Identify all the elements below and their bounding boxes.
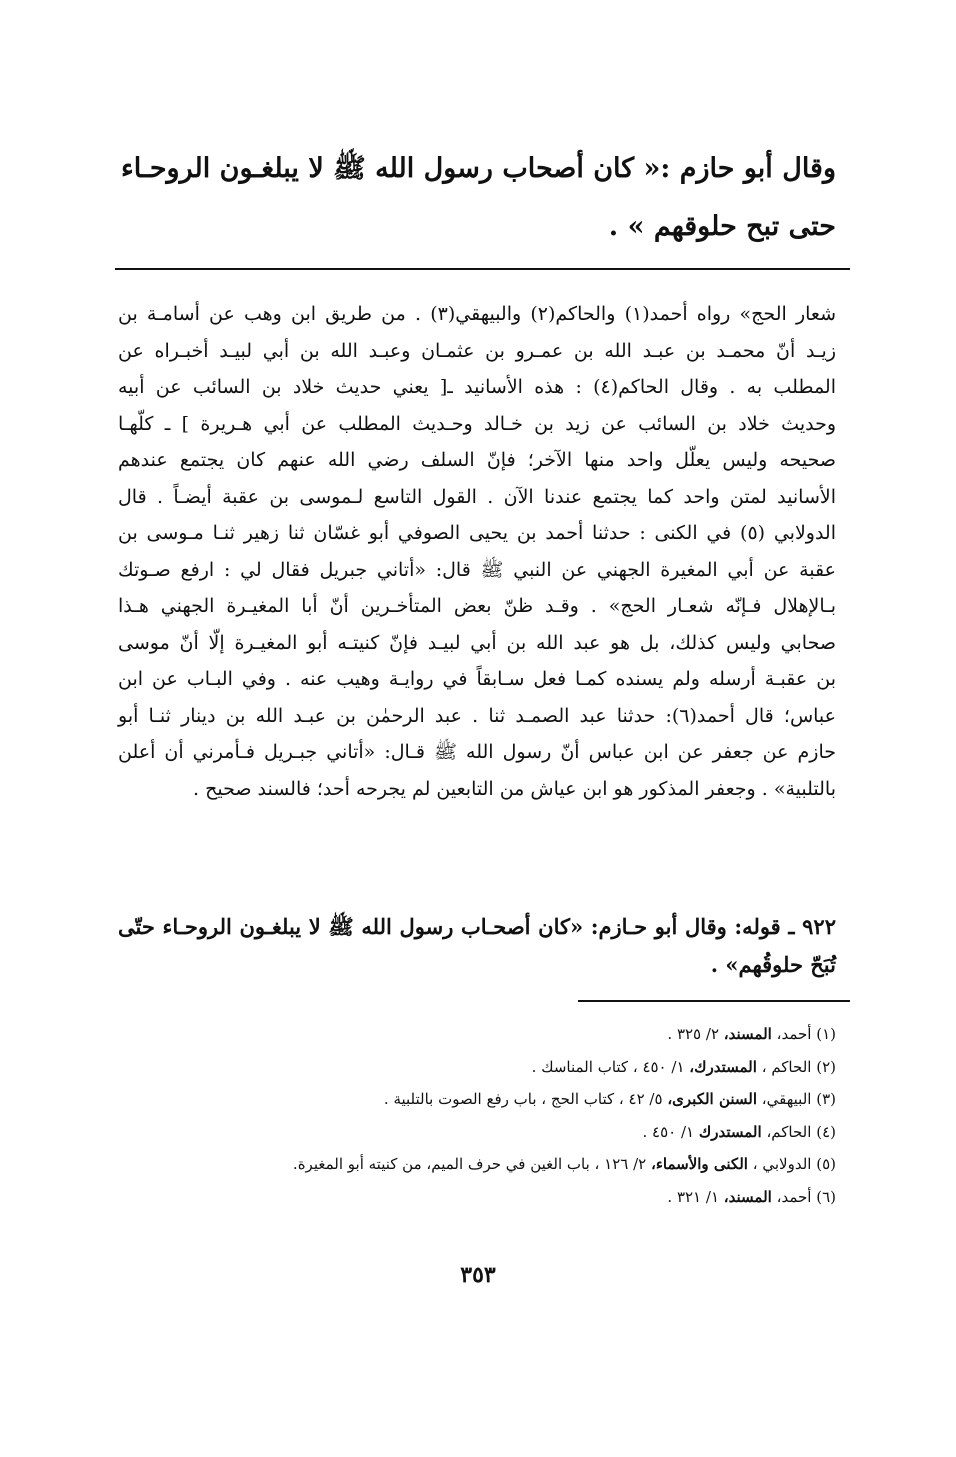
header-verse (110, 140, 836, 256)
commentary-line: الدولابي (٥) في الكنى : حدثنا أحمد بن يحيى الصوفي أبو غسّان ثنا زهير ثنـا مـوسى بن (118, 522, 836, 544)
footnote-number: (٤) (816, 1122, 836, 1141)
footnote-number: (٢) (816, 1057, 836, 1076)
footnote-source: الكنى والأسماء، (651, 1155, 748, 1173)
footnote-number: (٥) (816, 1155, 836, 1173)
commentary-line: وحديث خلاد بن السائب عن زيد بن خـالد وحـديث المطلب عن أبي هـريرة ] ـ كلّهـا (118, 412, 836, 435)
footnote-author: أحمد، (776, 1025, 812, 1043)
footnote-detail: ١/ ٣٢١ . (667, 1187, 719, 1206)
footnote (150, 1116, 836, 1149)
commentary-line: بن عقبـة أرسله ولم يسنده كمـا فعل سـابقاً في روايـة وهيب عنه . وفي البـاب عن ابن (118, 668, 836, 690)
footnote (150, 1181, 836, 1214)
footnote-detail: ٢/ ١٢٦ ، باب الغين في حرف الميم، من كنيته أبو المغيرة. (292, 1155, 647, 1173)
commentary-body (118, 296, 836, 807)
commentary-line: عباس؛ قال أحمد(٦): حدثنا عبد الصمـد ثنا . عبد الرحمٰن بن عبـد الله بن دينار ثنـا أبو (118, 704, 836, 727)
footnote-number: (٣) (816, 1090, 836, 1108)
footnote-source: السنن الكبرى، (667, 1090, 758, 1108)
footnote-author: الدولابي ، (752, 1155, 812, 1173)
footnote-detail: ٥/ ٤٢ ، كتاب الحج ، باب رفع الصوت بالتلبية . (383, 1090, 663, 1108)
commentary-line: بـالإهلال فـإنّه شعـار الحج» . وقـد ظنّ بعض المتأخـرين أنّ أبا المغيـرة الجهني هـذا (118, 595, 836, 617)
top-divider (115, 268, 850, 270)
commentary-line: شعار الحج» رواه أحمد(١) والحاكم(٢) والبيهقي(٣) . من طريق ابن وهب عن أسامـة بن (118, 303, 836, 325)
footnote-detail: ٢/ ٣٢٥ . (667, 1025, 719, 1043)
commentary-line: الأسانيد لمتن واحد كما يجتمع عندنا الآن . القول التاسع لـموسى بن عقبة أيضـاً . قال (118, 485, 836, 508)
commentary-line: صحابي وليس كذلك، بل هو عبد الله بن أبي لبيـد فإنّ كنيتـه أبو المغيـرة إلّا أنّ موسى (118, 631, 836, 654)
commentary-line: زيـد أنّ محمـد بن عبـد الله بن عمـرو بن عثمـان وعبـد الله بن أبي لبيـد أخبـراه عن (118, 339, 836, 362)
commentary-line: عقبة عن أبي المغيرة الجهني عن النبي ﷺ قال: «أتاني جبريل فقال لي : ارفع صـوتك (118, 558, 836, 581)
entry-line: ٩٢٢ ـ قوله: وقال أبو حـازم: «كان أصحـاب رسول الله ﷺ لا يبلغـون الروحـاء حتّى (118, 914, 836, 939)
footnotes (150, 1018, 836, 1213)
commentary-line: بالتلبية» . وجعفر المذكور هو ابن عياش من التابعين لم يجرحه أحد؛ فالسند صحيح . (193, 777, 836, 800)
entry-922 (118, 908, 836, 984)
header-verse-line: حتى تبح حلوقهم » . (608, 211, 836, 242)
footnote-author: البيهقي، (761, 1090, 812, 1108)
footnote (150, 1148, 836, 1181)
footnote-source: المسند، (723, 1025, 772, 1043)
commentary-line: المطلب به . وقال الحاكم(٤) : هذه الأسانيد ـ[ يعني حديث خلاد بن السائب عن أبيه (118, 376, 836, 398)
footnote-source: المستدرك، (689, 1057, 757, 1076)
footnote-source: المستدرك (698, 1122, 762, 1141)
footnote-number: (٦) (816, 1187, 836, 1206)
footnote (150, 1051, 836, 1084)
footnote-author: أحمد، (776, 1187, 812, 1206)
header-verse-line: وقال أبو حازم :« كان أصحاب رسول الله ﷺ لا يبلغـون الروحـاء (121, 153, 836, 184)
footnote-source: المسند، (723, 1187, 772, 1206)
entry-line: تُبَحّ حلوقُهم» . (710, 952, 836, 977)
footnote-author: الحاكم ، (761, 1057, 812, 1076)
footnote-divider (578, 1000, 850, 1002)
footnote (150, 1083, 836, 1116)
footnote-detail: ١/ ٤٥٠ . (642, 1122, 695, 1141)
commentary-line: حازم عن جعفر عن ابن عباس أنّ رسول الله ﷺ قـال: «أتاني جبـريل فـأمرني أن أعلن (118, 741, 836, 763)
footnote-author: الحاكم، (766, 1122, 812, 1141)
footnote (150, 1018, 836, 1051)
footnote-number: (١) (816, 1025, 836, 1043)
footnote-detail: ١/ ٤٥٠ ، كتاب المناسك . (531, 1057, 685, 1076)
commentary-line: صحيحه وليس يعلّل واحد منها الآخر؛ فإنّ السلف رضي الله عنهم كان يجتمع عندهم (118, 449, 836, 471)
page-number: ٣٥٣ (460, 1262, 496, 1288)
